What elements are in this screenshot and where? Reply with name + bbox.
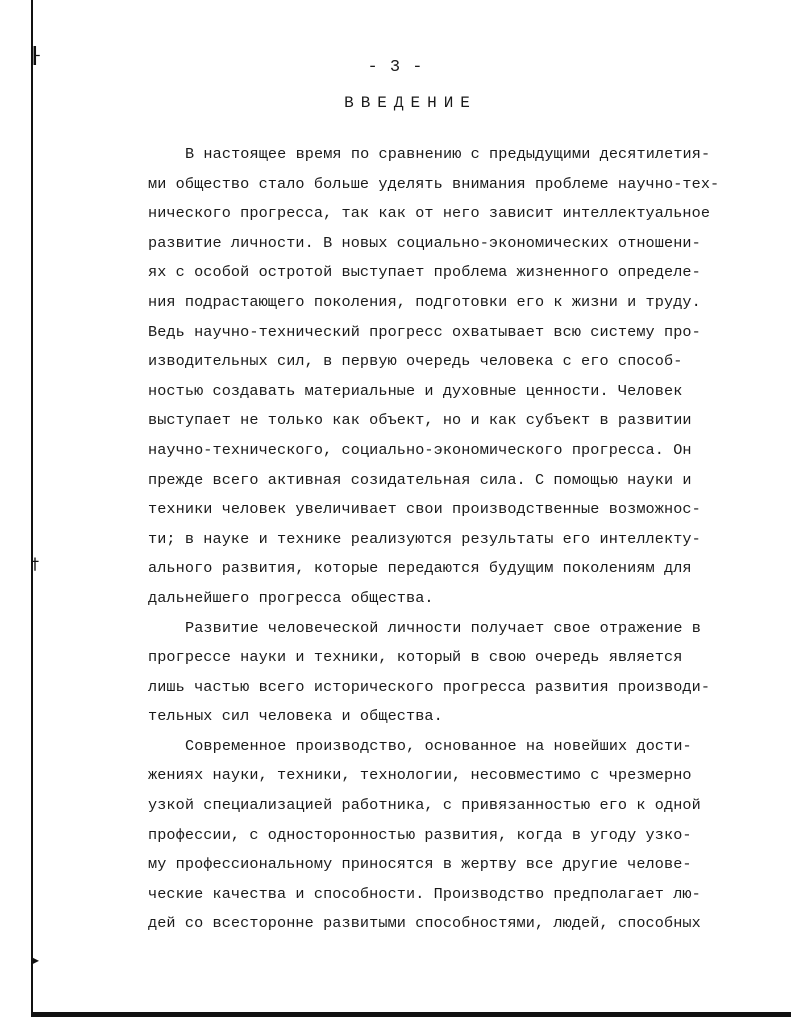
margin-mark-icon: ▸ bbox=[31, 950, 40, 969]
text-line: изводительных сил, в первую очередь человека с его способ- bbox=[148, 352, 683, 371]
text-line: профессии, с односторонностью развития, когда в угоду узко- bbox=[148, 825, 692, 844]
text-line: научно-технического, социально-экономического прогресса. Он bbox=[148, 440, 692, 459]
text-line: нического прогресса, так как от него зависит интеллектуальное bbox=[148, 204, 711, 223]
text-line: ях с особой остротой выступает проблема жизненного определе- bbox=[148, 263, 701, 282]
text-line: Ведь научно-технический прогресс охватывает всю систему про- bbox=[148, 322, 701, 341]
binding-edge-line bbox=[31, 0, 33, 1015]
text-line: дальнейшего прогресса общества. bbox=[148, 588, 434, 607]
text-line: выступает не только как объект, но и как субъект в развитии bbox=[148, 411, 692, 430]
text-line: В настоящее время по сравнению с предыдущими десятилетия- bbox=[185, 145, 711, 163]
text-line: лишь частью всего исторического прогресса развития производи- bbox=[148, 677, 711, 696]
page-number: - 3 - bbox=[367, 58, 424, 77]
text-line: Современное производство, основанное на новейших дости- bbox=[185, 736, 692, 755]
text-line: дей со всесторонне развитыми способностями, людей, способных bbox=[148, 914, 701, 933]
text-line: прогрессе науки и техники, который в свою очередь является bbox=[148, 648, 683, 667]
margin-mark-icon: ┠ bbox=[30, 46, 40, 65]
body-text bbox=[148, 140, 738, 939]
text-line: Развитие человеческой личности получает свое отражение в bbox=[185, 618, 701, 637]
margin-mark-icon: † bbox=[31, 554, 39, 573]
text-line: ти; в науке и технике реализуются результаты его интеллекту- bbox=[148, 529, 701, 548]
text-line: ального развития, которые передаются будущим поколениям для bbox=[148, 559, 692, 578]
text-line: прежде всего активная созидательная сила. С помощью науки и bbox=[148, 470, 692, 489]
text-line: ностью создавать материальные и духовные ценности. Человек bbox=[148, 381, 683, 400]
text-line: узкой специализацией работника, с привязанностью его к одной bbox=[148, 796, 701, 815]
text-line: ческие качества и способности. Производство предполагает лю- bbox=[148, 884, 701, 903]
text-line: техники человек увеличивает свои производственные возможнос- bbox=[148, 500, 701, 519]
text-line: жениях науки, техники, технологии, несовместимо с чрезмерно bbox=[148, 766, 692, 785]
text-line: му профессиональному приносятся в жертву все другие челове- bbox=[148, 855, 692, 874]
page-title: ВВЕДЕНИЕ bbox=[344, 94, 477, 112]
text-line: ния подрастающего поколения, подготовки его к жизни и труду. bbox=[148, 292, 701, 311]
text-line: тельных сил человека и общества. bbox=[148, 707, 443, 726]
text-line: развитие личности. В новых социально-экономических отношени- bbox=[148, 233, 701, 252]
bottom-edge-line bbox=[31, 1012, 791, 1017]
text-line: ми общество стало больше уделять внимания проблеме научно-тех- bbox=[148, 174, 720, 193]
